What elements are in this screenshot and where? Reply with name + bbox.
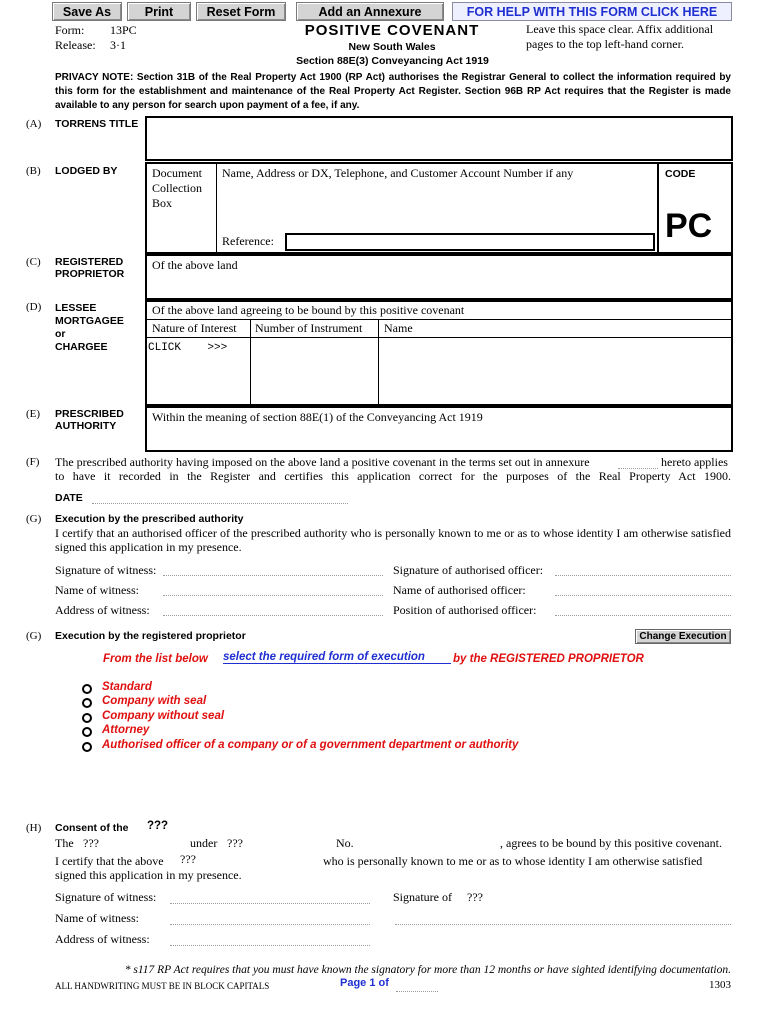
release-label: Release:	[55, 38, 96, 52]
act-reference: Section 88E(3) Conveyancing Act 1919	[296, 55, 489, 67]
number-label: No.	[336, 836, 354, 850]
form-value: 13PC	[110, 23, 137, 37]
address-witness-input-2[interactable]	[170, 945, 370, 946]
prescribed-authority-hint: Within the meaning of section 88E(1) of the Conveyancing Act 1919	[152, 410, 483, 424]
signature-witness-label-1: Signature of witness:	[55, 563, 157, 577]
radio-attorney[interactable]	[82, 727, 92, 737]
consent-label: Consent of the	[55, 822, 129, 834]
release-value: 3·1	[110, 38, 126, 52]
section-f-letter: (F)	[26, 456, 40, 468]
block-capitals-note: ALL HANDWRITING MUST BE IN BLOCK CAPITALS	[55, 981, 270, 991]
agrees-text: , agrees to be bound by this positive covenant.	[500, 836, 722, 850]
application-text-1: The prescribed authority having imposed on the above land a positive covenant in the terms set out in annexure	[55, 455, 590, 469]
consent-party: ???	[147, 820, 169, 832]
registered-proprietor-hint: Of the above land	[152, 258, 238, 272]
nature-of-interest-click[interactable]: CLICK >>>	[148, 342, 228, 354]
position-officer-input[interactable]	[555, 615, 731, 616]
date-input[interactable]	[92, 503, 348, 504]
application-text-2: to have it recorded in the Register and certifies this application correct for the purposes of the Real Property Act 1900.	[55, 469, 731, 483]
help-button[interactable]: FOR HELP WITH THIS FORM CLICK HERE	[452, 2, 732, 21]
name-header: Name	[384, 321, 413, 335]
reference-input[interactable]	[285, 233, 655, 251]
address-witness-input-1[interactable]	[163, 615, 383, 616]
section-c-letter: (C)	[26, 256, 41, 268]
party-placeholder-2: ???	[227, 836, 243, 850]
signature-party-input[interactable]	[395, 924, 731, 925]
page-title: POSITIVE COVENANT	[304, 22, 480, 39]
section-g2-letter: (G)	[26, 630, 42, 642]
option-company-no-seal: Company without seal	[102, 710, 225, 722]
save-as-button[interactable]: Save As	[52, 2, 122, 21]
signature-witness-label-2: Signature of witness:	[55, 890, 157, 904]
page-number: Page 1 of	[340, 977, 389, 989]
name-witness-input-1[interactable]	[163, 595, 383, 596]
name-officer-label: Name of authorised officer:	[393, 583, 526, 597]
execution-authority-text: I certify that an authorised officer of the prescribed authority who is personally known to me or as to whose identity I am otherwise satisfied signed this application in my presence.	[55, 526, 731, 554]
prescribed-authority-label: PRESCRIBED AUTHORITY	[55, 408, 124, 432]
party-placeholder-4: ???	[467, 890, 483, 904]
document-collection-box-label: Document Collection Box	[152, 166, 202, 210]
section-e-letter: (E)	[26, 408, 41, 420]
lessee-hint: Of the above land agreeing to be bound by this positive covenant	[152, 303, 465, 317]
change-execution-button[interactable]: Change Execution	[635, 629, 731, 644]
application-text-1b: hereto applies	[661, 455, 728, 469]
page-total	[396, 991, 438, 992]
option-company-seal: Company with seal	[102, 695, 207, 707]
state-name: New South Wales	[348, 41, 436, 53]
execution-authority-title: Execution by the prescribed authority	[55, 513, 244, 525]
date-label: DATE	[55, 492, 83, 504]
signed-text: signed this application in my presence.	[55, 868, 242, 882]
under-label: under	[190, 836, 218, 850]
radio-authorised-officer[interactable]	[82, 742, 92, 752]
by-proprietor-text: by the REGISTERED PROPRIETOR	[453, 653, 644, 665]
reference-label: Reference:	[222, 234, 274, 248]
option-attorney: Attorney	[102, 724, 150, 736]
nature-of-interest-header: Nature of Interest	[152, 321, 237, 335]
lessee-mortgagee-label: LESSEE MORTGAGEE or CHARGEE	[55, 302, 124, 353]
code-value: PC	[665, 207, 713, 245]
select-execution-link[interactable]: select the required form of execution	[223, 651, 451, 664]
option-standard: Standard	[102, 681, 152, 693]
signature-officer-label: Signature of authorised officer:	[393, 563, 544, 577]
section-a-letter: (A)	[26, 118, 42, 130]
certify-text: I certify that the above	[55, 854, 164, 868]
address-witness-label-2: Address of witness:	[55, 932, 150, 946]
from-list-text: From the list below	[103, 653, 208, 665]
signature-officer-input[interactable]	[555, 575, 731, 576]
section-d-letter: (D)	[26, 301, 42, 313]
registered-proprietor-label: REGISTERED PROPRIETOR	[55, 256, 125, 280]
code-label: CODE	[665, 168, 696, 180]
signature-witness-input-1[interactable]	[163, 575, 383, 576]
position-officer-label: Position of authorised officer:	[393, 603, 537, 617]
party-placeholder-3: ???	[180, 852, 196, 866]
name-witness-input-2[interactable]	[170, 924, 370, 925]
signature-witness-input-2[interactable]	[170, 903, 370, 904]
option-authorised-officer: Authorised officer of a company or of a government department or authority	[102, 739, 519, 751]
address-witness-label-1: Address of witness:	[55, 603, 150, 617]
privacy-note: PRIVACY NOTE: Section 31B of the Real Property Act 1900 (RP Act) authorises the Registrar General to collect the information required by this form for the establishment and maintenance of the Real Property Act Register. Section 96B RP Act requires that the Register is made available to any person for search upon payment of a fee, if any.	[55, 72, 731, 111]
add-annexure-button[interactable]: Add an Annexure	[296, 2, 444, 21]
footer-note: * s117 RP Act requires that you must have known the signatory for more than 12 months or have sighted identifying documentation.	[124, 964, 731, 976]
number-of-instrument-header: Number of Instrument	[255, 321, 363, 335]
radio-standard[interactable]	[82, 684, 92, 694]
section-b-letter: (B)	[26, 165, 41, 177]
print-button[interactable]: Print	[127, 2, 191, 21]
execution-proprietor-title: Execution by the registered proprietor	[55, 630, 246, 642]
name-address-label: Name, Address or DX, Telephone, and Customer Account Number if any	[222, 166, 574, 180]
section-g1-letter: (G)	[26, 513, 42, 525]
form-label: Form:	[55, 23, 85, 37]
name-officer-input[interactable]	[555, 595, 731, 596]
known-text: who is personally known to me or as to whose identity I am otherwise satisfied	[323, 854, 703, 868]
party-placeholder-1: ???	[83, 836, 99, 850]
torrens-title-label: TORRENS TITLE	[55, 118, 139, 130]
signature-of-label: Signature of	[393, 890, 452, 904]
the-label: The	[55, 836, 74, 850]
reset-form-button[interactable]: Reset Form	[196, 2, 286, 21]
torrens-title-field[interactable]	[145, 116, 733, 161]
form-number: 1303	[709, 979, 731, 991]
radio-company-seal[interactable]	[82, 698, 92, 708]
section-h-letter: (H)	[26, 822, 42, 834]
name-witness-label-2: Name of witness:	[55, 911, 139, 925]
radio-company-no-seal[interactable]	[82, 713, 92, 723]
lodged-by-label: LODGED BY	[55, 165, 118, 177]
name-witness-label-1: Name of witness:	[55, 583, 139, 597]
clear-space-note: Leave this space clear. Affix additional pages to the top left-hand corner.	[526, 22, 714, 51]
